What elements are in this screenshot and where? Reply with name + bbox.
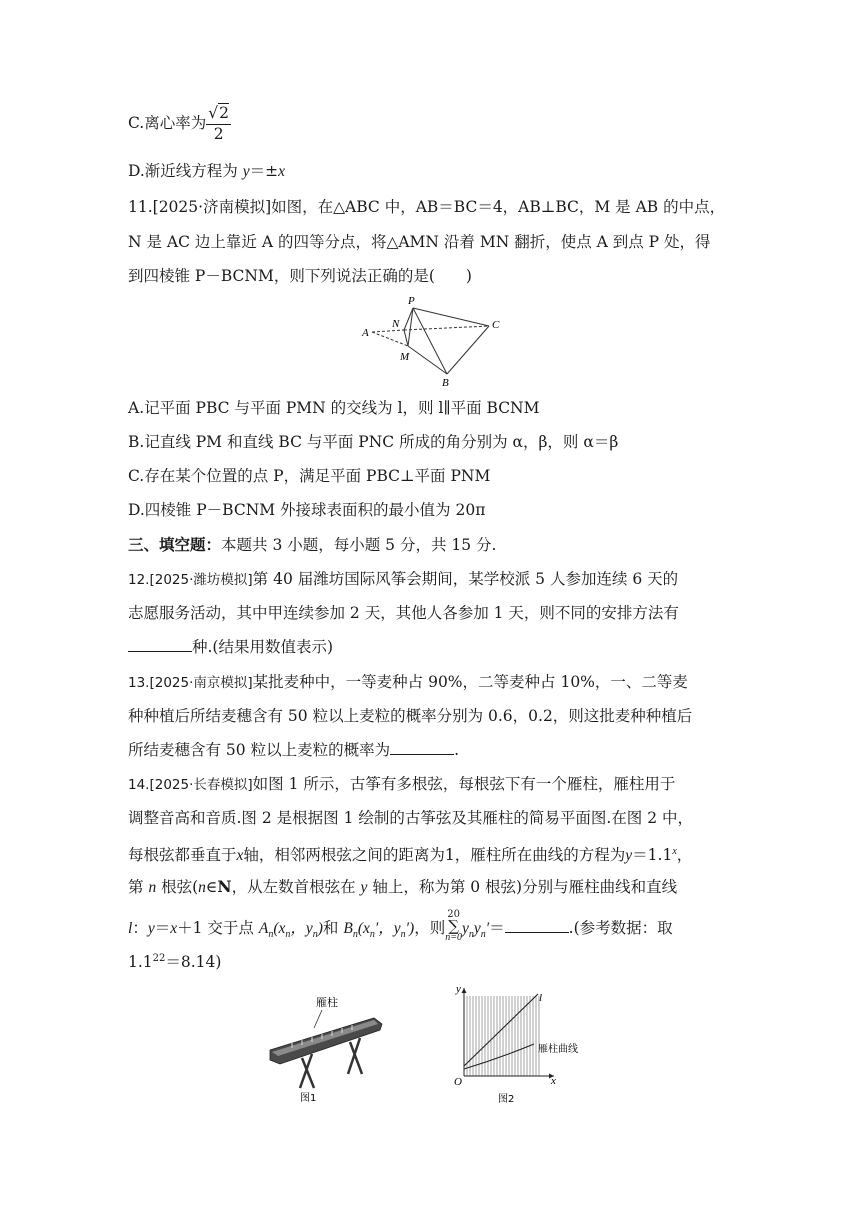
q12-line1	[128, 568, 678, 591]
period: .	[454, 741, 460, 759]
q12-source: 12.[2025·潍坊模拟]	[128, 572, 253, 588]
q13-text-end: 所结麦穗含有 50 粒以上麦粒的概率为	[128, 741, 391, 759]
section-desc: 本题共 3 小题，每小题 5 分，共 15 分.	[221, 536, 497, 554]
var-n: n	[198, 879, 206, 896]
sqrt-radicand: 2	[219, 104, 230, 122]
fig2-caption: 图2	[498, 1094, 515, 1105]
text: ＋1 交于点	[177, 919, 259, 937]
q11-stem-line2: N 是 AC 边上靠近 A 的四等分点，将△AMN 沿着 MN 翻折，使点 A 到点 P 处，得	[128, 233, 711, 251]
fig1-label: 雁柱	[316, 996, 338, 1009]
q12-text: 第 40 届潍坊国际风筝会期间，某学校派 5 人参加连续 6 天的	[252, 570, 679, 588]
q10-option-d	[128, 160, 285, 183]
text: 1.1	[128, 953, 153, 972]
label-M: M	[400, 351, 410, 363]
var-x: x	[278, 163, 286, 180]
text: ，则	[414, 919, 446, 937]
text: 和	[322, 919, 344, 937]
text: 第	[128, 878, 149, 896]
exponent: 22	[152, 953, 166, 964]
q11-option-a: A.记平面 PBC 与平面 PMN 的交线为 l，则 l∥平面 BCNM	[128, 399, 540, 417]
q10-option-c-text: C.离心率为	[128, 114, 207, 132]
q14-line4	[128, 876, 677, 899]
q13-text: 某批麦种中，一等麦种占 90%，二等麦种占 10%，一、二等麦	[252, 673, 688, 691]
set-N: N	[217, 877, 232, 896]
text: ＝	[489, 919, 505, 937]
q14-line5	[128, 910, 673, 946]
text: ＝1.1	[632, 846, 673, 865]
q11-option-b: B.记直线 PM 和直线 BC 与平面 PNC 所成的角分别为 α，β，则 α＝β	[128, 433, 619, 451]
text: 轴，相邻两根弦之间的距离为1，雁柱所在曲线的方程为	[243, 846, 626, 865]
string-diagram	[450, 982, 630, 1110]
q13-line2: 种种植后所结麦穗含有 50 粒以上麦粒的概率分别为 0.6，0.2，则这批麦种种植后	[128, 707, 693, 725]
label-A: A	[362, 327, 369, 339]
var-y: y	[625, 847, 633, 865]
fig2-y-label: y	[456, 983, 461, 995]
var-y: y	[360, 879, 368, 896]
guzheng-figure	[262, 992, 392, 1104]
var-y: y	[147, 920, 155, 937]
fig2-l-label: l	[539, 992, 543, 1004]
sum-symbol: 20 ∑ n=0	[445, 909, 462, 943]
var-x: x	[170, 920, 178, 937]
q14-source: 14.[2025·长春模拟]	[128, 777, 253, 793]
sum-lower: n=0	[445, 932, 462, 943]
label-C: C	[492, 319, 500, 331]
q14-line1	[128, 773, 675, 796]
q13-line1	[128, 671, 688, 694]
equals-pm: ＝±	[249, 162, 279, 180]
q12-line2: 志愿服务活动，其中甲连续参加 2 天，其他人各参加 1 天，则不同的安排方法有	[128, 604, 679, 622]
answer-blank[interactable]	[390, 740, 454, 755]
var-l: l	[128, 920, 133, 937]
fig2-x-label: x	[551, 1075, 556, 1087]
q11-option-c: C.存在某个位置的点 P，满足平面 PBC⊥平面 PNM	[128, 467, 491, 485]
answer-blank[interactable]	[128, 637, 192, 652]
exp-x: x	[672, 846, 677, 857]
sum-term: $y_ny_n'$	[461, 920, 490, 941]
var-n: n	[148, 879, 157, 896]
q12-text-end: 种.(结果用数值表示)	[192, 638, 334, 656]
q13-line3	[128, 739, 459, 761]
denominator: 2	[213, 124, 224, 143]
q14-text: 如图 1 所示，古筝有多根弦，每根弦下有一个雁柱，雁柱用于	[252, 775, 676, 793]
option-text: D.渐近线方程为	[128, 162, 243, 180]
text: 每根弦都垂直于	[128, 846, 237, 865]
q12-line3	[128, 636, 333, 658]
text: 根弦(	[156, 878, 199, 896]
text: ＝8.14)	[165, 953, 222, 972]
text: .(参考数据：取	[568, 919, 673, 937]
text: ＝	[154, 919, 171, 937]
q11-stem-line1: 11.[2025·济南模拟]如图，在△ABC 中，AB＝BC＝4，AB⊥BC，M 是 AB 的中点，	[128, 198, 726, 216]
fig2-curve-label: 雁柱曲线	[538, 1044, 578, 1055]
section-title: 三、填空题：	[128, 535, 222, 554]
text: ：	[132, 919, 148, 937]
text: ，	[676, 846, 693, 865]
pyramid-figure	[356, 292, 516, 390]
var-x: x	[236, 847, 244, 865]
q14-line6	[128, 948, 221, 973]
label-B: B	[442, 377, 449, 389]
answer-blank[interactable]	[505, 918, 569, 933]
q10-option-c	[128, 106, 231, 142]
section-header	[128, 534, 496, 556]
fig1-caption: 图1	[300, 1093, 317, 1104]
text: ，从左数首根弦在	[231, 878, 361, 896]
label-N: N	[392, 318, 400, 330]
text: 轴上，称为第 0 根弦)分别与雁柱曲线和直线	[367, 878, 678, 896]
var-y: y	[242, 163, 250, 180]
text: ∈	[205, 878, 218, 896]
q13-source: 13.[2025·南京模拟]	[128, 675, 253, 691]
label-P: P	[408, 295, 415, 307]
q11-stem-line3: 到四棱锥 P－BCNM，则下列说法正确的是( )	[128, 267, 472, 285]
point-B: $B_n(x_n'$，$y_n'$)	[343, 920, 415, 941]
sum-upper: 20	[447, 909, 460, 920]
fig2-origin: O	[454, 1076, 462, 1088]
q14-line3	[128, 841, 692, 867]
q11-option-d: D.四棱锥 P－BCNM 外接球表面积的最小值为 20π	[128, 501, 486, 519]
fraction: $\frac{√2}{2}$	[208, 104, 230, 143]
q14-line2: 调整音高和音质.图 2 是根据图 1 绘制的古筝弦及其雁柱的简易平面图.在图 2 中，	[128, 809, 694, 827]
point-A: $A_n(x_n$，$y_n$)	[258, 920, 323, 941]
